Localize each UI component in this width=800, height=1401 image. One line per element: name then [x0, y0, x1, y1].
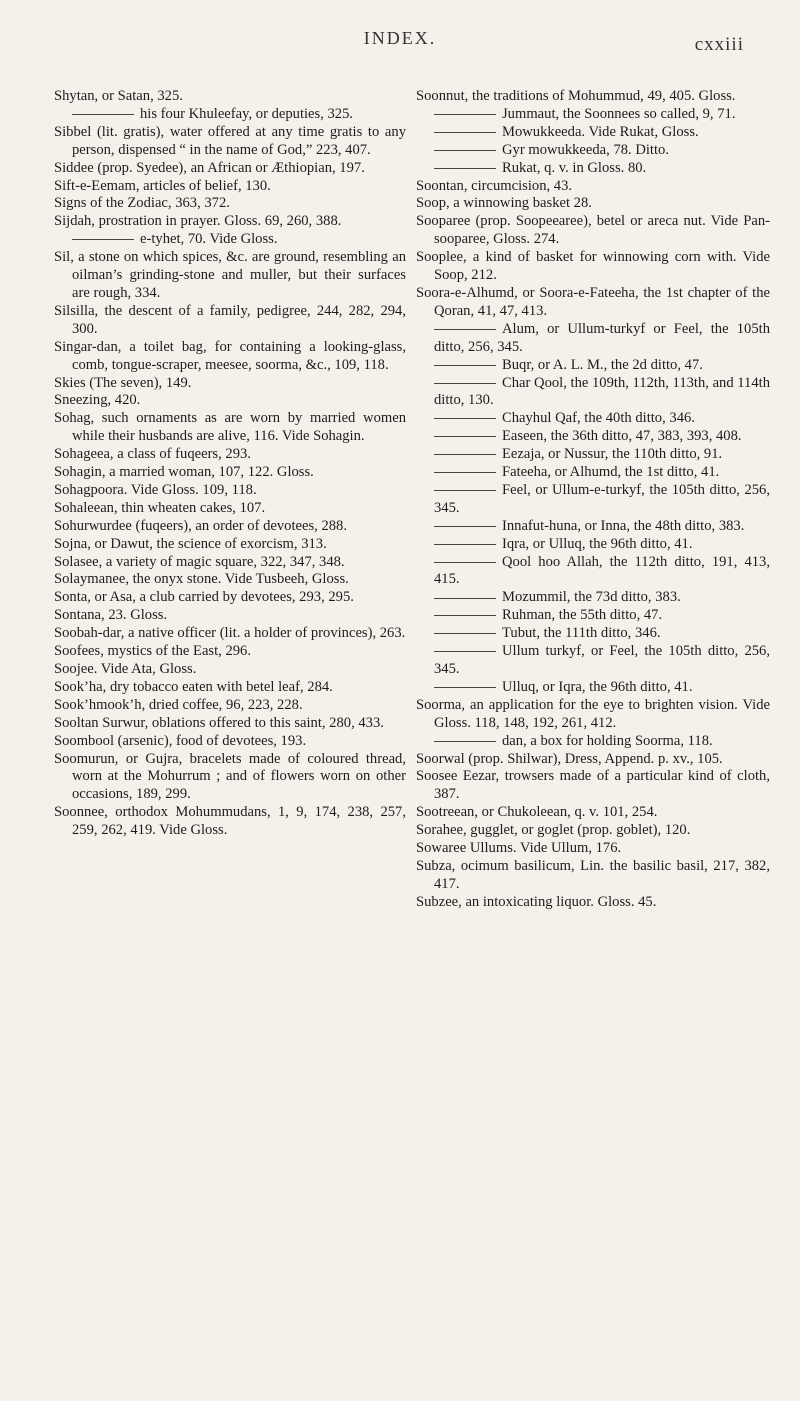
index-entry: [416, 195, 770, 213]
entry-text: Mowukkeeda. Vide Rukat, Gloss.: [502, 123, 699, 140]
index-subentry: [54, 231, 406, 249]
index-subentry: [416, 357, 770, 375]
ditto-dash: [434, 687, 496, 688]
index-entry: [54, 410, 406, 446]
entry-text: Innafut-huna, or Inna, the 48th ditto, 383.: [502, 517, 745, 534]
index-entry: [54, 392, 406, 410]
index-subentry: [416, 446, 770, 464]
entry-text: Sohaleean, thin wheaten cakes, 107.: [54, 499, 266, 516]
index-subentry: [416, 124, 770, 142]
entry-text: Sooplee, a kind of basket for winnowing corn with. Vide Soop, 212.: [416, 249, 770, 284]
entry-text: Sootreean, or Chukoleean, q. v. 101, 254.: [416, 804, 658, 821]
entry-text: Sook’ha, dry tobacco eaten with betel leaf, 284.: [54, 678, 333, 695]
entry-text: Feel, or Ullum-e-turkyf, the 105th ditto, 256, 345.: [434, 481, 770, 516]
index-entry: [54, 697, 406, 715]
index-entry: [54, 625, 406, 643]
index-entry: [54, 715, 406, 733]
entry-text: Skies (The seven), 149.: [54, 374, 192, 391]
index-entry: [416, 213, 770, 249]
entry-text: Alum, or Ullum-turkyf or Feel, the 105th ditto, 256, 345.: [434, 320, 770, 355]
index-entry: [416, 285, 770, 321]
ditto-dash: [434, 454, 496, 455]
index-entry: [416, 178, 770, 196]
index-subentry: [416, 321, 770, 357]
entry-text: Soop, a winnowing basket 28.: [416, 195, 592, 212]
entry-text: Rukat, q. v. in Gloss. 80.: [502, 159, 647, 176]
index-subentry: [416, 589, 770, 607]
ditto-dash: [434, 329, 496, 330]
ditto-dash: [434, 168, 496, 169]
entry-text: Soofees, mystics of the East, 296.: [54, 643, 251, 660]
entry-text: Soomurun, or Gujra, bracelets made of coloured thread, worn at the Mohurrum ; and of flowers worn on other occasions, 189, 299.: [54, 750, 406, 803]
entry-text: Sohageea, a class of fuqeers, 293.: [54, 446, 251, 463]
entry-text: Sift-e-Eemam, articles of belief, 130.: [54, 177, 271, 194]
index-entry: [54, 589, 406, 607]
index-entry: [54, 124, 406, 160]
entry-text: Siddee (prop. Syedee), an African or Æthiopian, 197.: [54, 159, 365, 176]
ditto-dash: [434, 472, 496, 473]
index-entry: [54, 607, 406, 625]
index-subentry: [416, 536, 770, 554]
index-entry: [54, 661, 406, 679]
index-entry: [54, 160, 406, 178]
index-entry: [416, 768, 770, 804]
entry-text: Soosee Eezar, trowsers made of a particular kind of cloth, 387.: [416, 768, 770, 803]
index-entry: [416, 88, 770, 106]
ditto-dash: [434, 544, 496, 545]
index-entry: [54, 464, 406, 482]
index-subentry: [416, 643, 770, 679]
index-entry: [416, 822, 770, 840]
ditto-dash: [434, 436, 496, 437]
ditto-dash: [72, 239, 134, 240]
index-entry: [416, 804, 770, 822]
index-entry: [54, 804, 406, 840]
index-entry: [416, 751, 770, 769]
ditto-dash: [434, 490, 496, 491]
index-subentry: [416, 554, 770, 590]
index-entry: [416, 697, 770, 733]
entry-text: dan, a box for holding Soorma, 118.: [502, 732, 713, 749]
ditto-dash: [434, 651, 496, 652]
entry-text: Sil, a stone on which spices, &c. are ground, resembling an oilman’s grinding-stone and muller, but their surfaces are rough, 334.: [54, 249, 406, 301]
ditto-dash: [434, 150, 496, 151]
entry-text: Soonnee, orthodox Mohummudans, 1, 9, 174, 238, 257, 259, 262, 419. Vide Gloss.: [54, 804, 406, 839]
index-entry: [54, 733, 406, 751]
index-subentry: [416, 464, 770, 482]
entry-text: Mozummil, the 73d ditto, 383.: [502, 589, 681, 606]
entry-text: Sonta, or Asa, a club carried by devotees, 293, 295.: [54, 589, 354, 606]
index-subentry: [416, 106, 770, 124]
running-title: INDEX.: [363, 28, 437, 48]
entry-text: Chayhul Qaf, the 40th ditto, 346.: [502, 410, 695, 427]
index-subentry: [416, 142, 770, 160]
ditto-dash: [434, 383, 496, 384]
index-entry: [54, 643, 406, 661]
entry-text: Subzee, an intoxicating liquor. Gloss. 45.: [416, 893, 657, 910]
index-entry: [54, 213, 406, 231]
entry-text: Ullum turkyf, or Feel, the 105th ditto, 256, 345.: [434, 643, 770, 677]
entry-text: Soobah-dar, a native officer (lit. a holder of provinces), 263.: [54, 625, 406, 642]
ditto-dash: [434, 526, 496, 527]
entry-text: Tubut, the 111th ditto, 346.: [502, 625, 661, 642]
entry-text: Subza, ocimum basilicum, Lin. the basilic basil, 217, 382, 417.: [416, 857, 770, 892]
index-entry: [54, 178, 406, 196]
ditto-dash: [434, 615, 496, 616]
entry-text: Sneezing, 420.: [54, 392, 141, 409]
entry-text: Sorahee, gugglet, or goglet (prop. goblet), 120.: [416, 822, 691, 839]
entry-text: Sibbel (lit. gratis), water offered at any time gratis to any person, dispensed “ in the name of God,” 223, 407.: [54, 123, 406, 158]
ditto-dash: [434, 633, 496, 634]
entry-text: Soonnut, the traditions of Mohummud, 49, 405. Gloss.: [416, 88, 736, 104]
entry-text: Singar-dan, a toilet bag, for containing a looking-glass, comb, tongue-scraper, meesee, soorma, &c., 109, 118.: [54, 338, 406, 373]
index-entry: [416, 840, 770, 858]
index-entry: [54, 536, 406, 554]
entry-text: Solaymanee, the onyx stone. Vide Tusbeeh, Gloss.: [54, 571, 349, 588]
index-entry: [54, 751, 406, 805]
entry-text: Eezaja, or Nussur, the 110th ditto, 91.: [502, 446, 723, 463]
entry-text: Soorma, an application for the eye to brighten vision. Vide Gloss. 118, 148, 192, 261, 412.: [416, 696, 770, 731]
index-entry: [54, 375, 406, 393]
ditto-dash: [434, 562, 496, 563]
index-subentry: [416, 482, 770, 518]
entry-text: Ruhman, the 55th ditto, 47.: [502, 607, 663, 624]
entry-text: Sooltan Surwur, oblations offered to this saint, 280, 433.: [54, 714, 384, 731]
index-entry: [54, 482, 406, 500]
index-entry: [54, 88, 406, 106]
ditto-dash: [434, 741, 496, 742]
index-entry: [54, 303, 406, 339]
index-entry: [416, 249, 770, 285]
index-subentry: [416, 679, 770, 697]
ditto-dash: [434, 114, 496, 115]
entry-text: Sook’hmook’h, dried coffee, 96, 223, 228.: [54, 696, 303, 713]
index-entry: [54, 554, 406, 572]
entry-text: Easeen, the 36th ditto, 47, 383, 393, 408.: [502, 428, 742, 445]
entry-text: Sohurwurdee (fuqeers), an order of devotees, 288.: [54, 517, 347, 534]
ditto-dash: [434, 365, 496, 366]
entry-text: Soontan, circumcision, 43.: [416, 177, 573, 194]
entry-text: Sohag, such ornaments as are worn by married women while their husbands are alive, 116. Vide Sohagin.: [54, 410, 406, 445]
index-column-left: [54, 88, 406, 840]
entry-text: Buqr, or A. L. M., the 2d ditto, 47.: [502, 356, 703, 373]
entry-text: Soojee. Vide Ata, Gloss.: [54, 661, 197, 677]
index-entry: [54, 518, 406, 536]
entry-text: Signs of the Zodiac, 363, 372.: [54, 195, 230, 212]
entry-text: Sohagpoora. Vide Gloss. 109, 118.: [54, 481, 257, 498]
index-subentry: [416, 733, 770, 751]
index-entry: [416, 894, 770, 912]
ditto-dash: [434, 132, 496, 133]
index-entry: [54, 249, 406, 303]
index-entry: [54, 339, 406, 375]
entry-text: Qool hoo Allah, the 112th ditto, 191, 413, 415.: [434, 553, 770, 588]
entry-text: Sowaree Ullums. Vide Ullum, 176.: [416, 840, 622, 857]
index-subentry: [416, 410, 770, 428]
index-subentry: [416, 375, 770, 411]
entry-text: Fateeha, or Alhumd, the 1st ditto, 41.: [502, 464, 720, 481]
index-entry: [54, 195, 406, 213]
entry-text: his four Khuleefay, or deputies, 325.: [140, 105, 354, 122]
page-number: cxxiii: [694, 34, 744, 55]
entry-text: Jummaut, the Soonnees so called, 9, 71.: [502, 105, 736, 122]
entry-text: Solasee, a variety of magic square, 322, 347, 348.: [54, 553, 345, 570]
index-subentry: [416, 518, 770, 536]
page-header: [0, 22, 800, 58]
ditto-dash: [434, 598, 496, 599]
entry-text: Char Qool, the 109th, 112th, 113th, and 114th ditto, 130.: [434, 374, 770, 409]
index-entry: [54, 500, 406, 518]
ditto-dash: [72, 114, 134, 115]
index-subentry: [416, 625, 770, 643]
index-subentry: [416, 607, 770, 625]
entry-text: Ulluq, or Iqra, the 96th ditto, 41.: [502, 678, 693, 695]
index-entry: [416, 858, 770, 894]
index-subentry: [54, 106, 406, 124]
index-entry: [54, 446, 406, 464]
entry-text: Silsilla, the descent of a family, pedigree, 244, 282, 294, 300.: [54, 302, 406, 337]
entry-text: e-tyhet, 70. Vide Gloss.: [140, 231, 278, 248]
entry-text: Sooparee (prop. Soopeearee), betel or areca nut. Vide Pan-sooparee, Gloss. 274.: [416, 213, 770, 248]
entry-text: Soora-e-Alhumd, or Soora-e-Fateeha, the 1st chapter of the Qoran, 41, 47, 413.: [416, 284, 770, 319]
index-subentry: [416, 428, 770, 446]
entry-text: Iqra, or Ulluq, the 96th ditto, 41.: [502, 535, 693, 552]
index-subentry: [416, 160, 770, 178]
entry-text: Soombool (arsenic), food of devotees, 193.: [54, 732, 307, 749]
index-entry: [54, 571, 406, 589]
index-column-right: [416, 88, 770, 912]
entry-text: Sojna, or Dawut, the science of exorcism, 313.: [54, 535, 327, 552]
entry-text: Sontana, 23. Gloss.: [54, 607, 168, 624]
entry-text: Soorwal (prop. Shilwar), Dress, Append. p. xv., 105.: [416, 750, 723, 767]
index-entry: [54, 679, 406, 697]
ditto-dash: [434, 418, 496, 419]
entry-text: Sijdah, prostration in prayer. Gloss. 69, 260, 388.: [54, 213, 342, 230]
entry-text: Gyr mowukkeeda, 78. Ditto.: [502, 141, 669, 158]
entry-text: Sohagin, a married woman, 107, 122. Gloss.: [54, 464, 314, 481]
entry-text: Shytan, or Satan, 325.: [54, 88, 183, 104]
